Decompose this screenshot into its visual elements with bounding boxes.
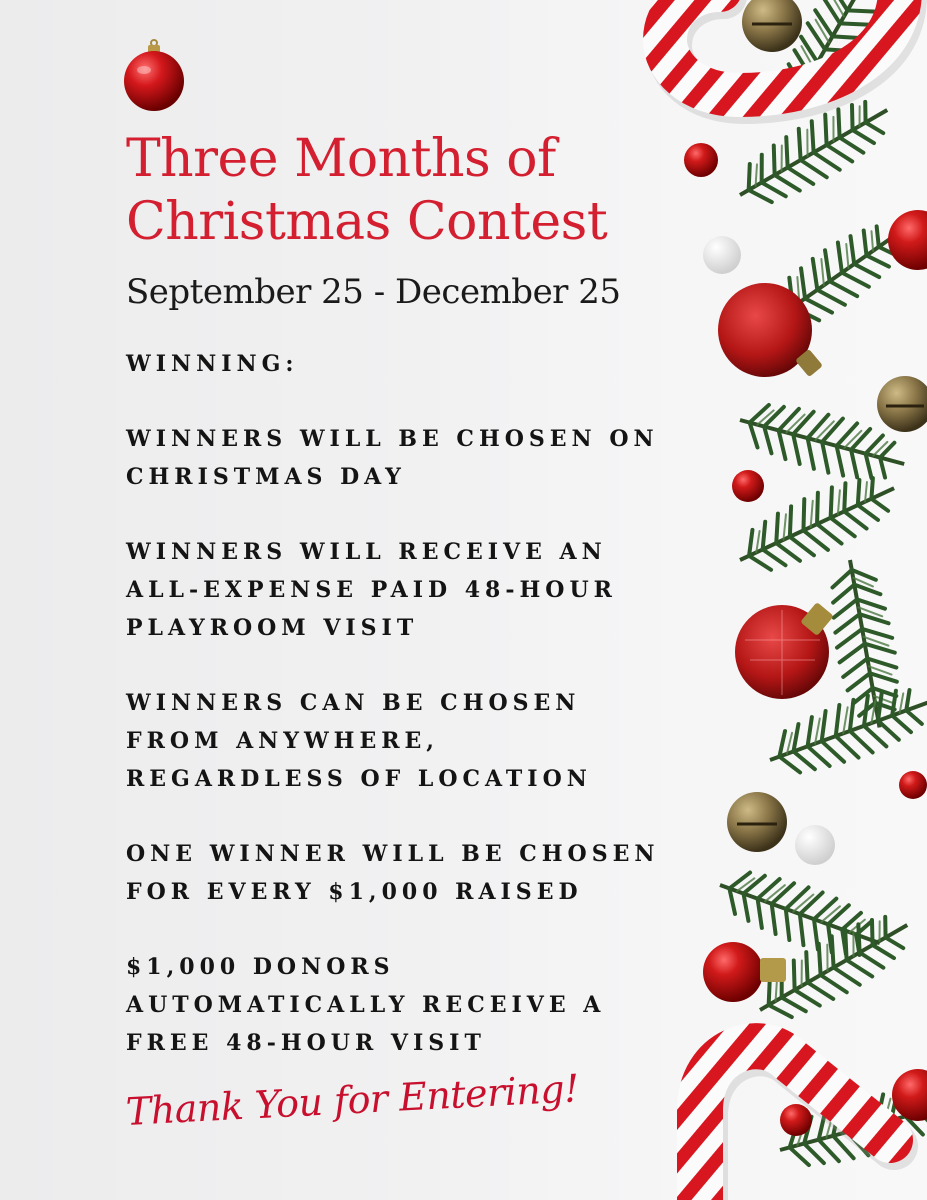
rule-item: $1,000 DONORS AUTOMATICALLY RECEIVE A FREE 48-HOUR VISIT: [126, 954, 606, 1056]
red-ornament-icon: [123, 38, 185, 112]
contest-rules: [126, 345, 706, 1099]
rules-heading: WINNING:: [126, 351, 299, 377]
thank-you-message: Thank You for Entering!: [124, 1066, 580, 1134]
rule-item: WINNERS CAN BE CHOSEN FROM ANYWHERE, REGARDLESS OF LOCATION: [126, 690, 592, 792]
title-line-1: Three Months of: [126, 129, 556, 189]
rule-item: WINNERS WILL BE CHOSEN ON CHRISTMAS DAY: [126, 426, 659, 490]
rule-item: ONE WINNER WILL BE CHOSEN FOR EVERY $1,000 RAISED: [126, 841, 660, 905]
contest-dates: September 25 - December 25: [126, 272, 621, 312]
rule-item: WINNERS WILL RECEIVE AN ALL-EXPENSE PAID 48-HOUR PLAYROOM VISIT: [126, 539, 617, 641]
poster-title: [126, 128, 726, 254]
title-line-2: Christmas Contest: [126, 192, 608, 252]
pine-branch-icon: [710, 0, 927, 1177]
